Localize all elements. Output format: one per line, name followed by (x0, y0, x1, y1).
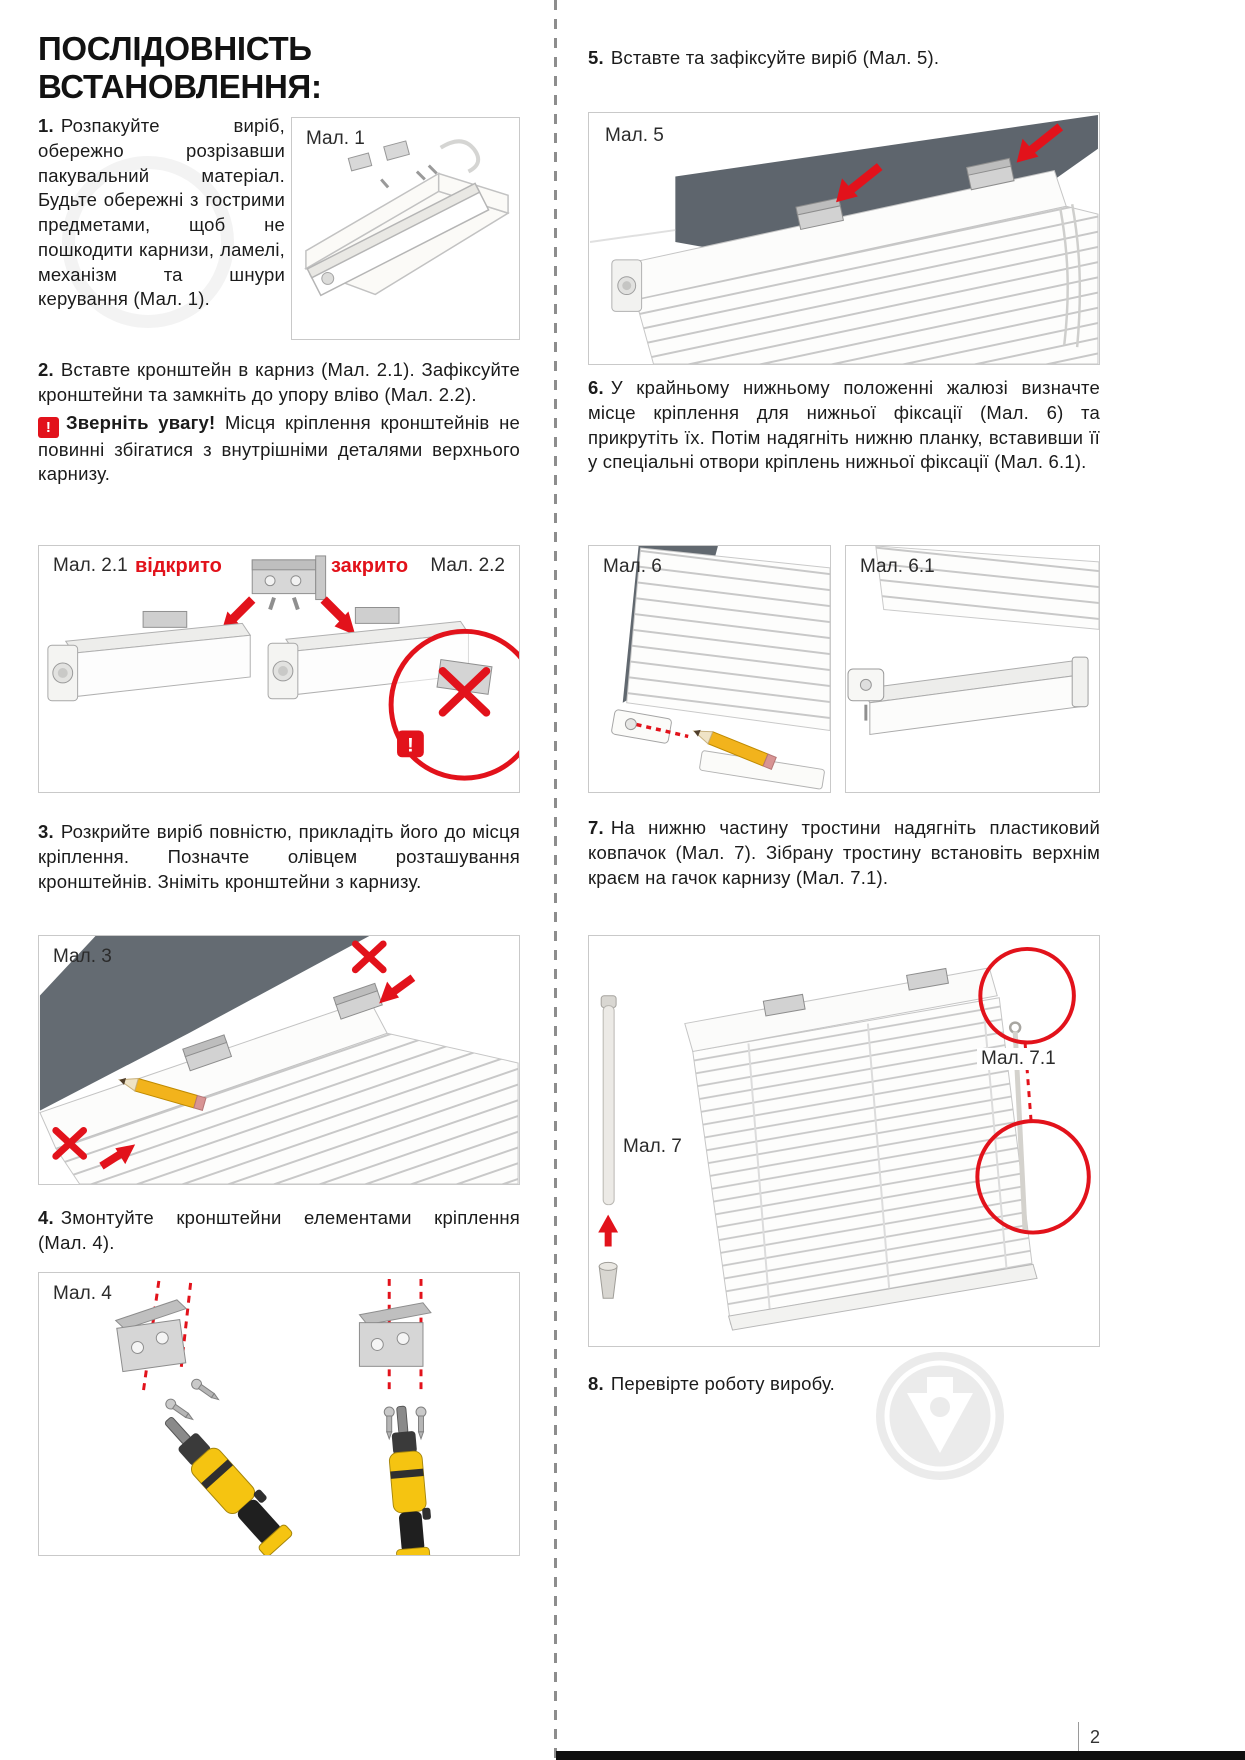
figure-3-label: Мал. 3 (53, 946, 112, 967)
warning-text: Місця кріплення кронштейнів не повинні збігатися з внутрішніми деталями верхнього карнизу. (38, 411, 520, 485)
figure-3-illustration (39, 936, 519, 1184)
bracket-icon (114, 1299, 194, 1372)
figure-5-label: Мал. 5 (605, 125, 664, 146)
figure-1-label: Мал. 1 (306, 128, 365, 149)
step-7-text: На нижню частину тростини надягніть пластиковий ковпачок (Мал. 7). Зібрану тростину встановіть верхнім краєм на гачок карнизу (Мал. 7.1). (588, 817, 1100, 888)
step-6 (588, 376, 1100, 475)
figure-5 (588, 112, 1100, 365)
step-4-text: Змонтуйте кронштейни елементами кріплення (Мал. 4). (38, 1207, 520, 1253)
step-4 (38, 1206, 520, 1256)
bracket-open-icon (252, 556, 325, 610)
column-divider (554, 0, 557, 1760)
drill-icon (154, 1405, 297, 1555)
figure-7 (588, 935, 1100, 1347)
warning-icon: ! (407, 734, 414, 757)
step-2 (38, 358, 520, 487)
step-2-main (38, 358, 520, 408)
bracket-icon (359, 1303, 430, 1367)
step-8-text: Перевірте роботу виробу. (610, 1373, 835, 1394)
step-1 (38, 114, 285, 312)
step-3-number: 3. (38, 821, 54, 842)
figure-6-1 (845, 545, 1100, 793)
figure-1 (291, 117, 520, 340)
figure-7-label: Мал. 7 (623, 1136, 682, 1157)
step-2-text: Вставте кронштейн в карниз (Мал. 2.1). Зафіксуйте кронштейни та замкніть до упору вліво (Мал. 2.2). (38, 359, 520, 405)
closed-label: закрито (331, 555, 409, 577)
figure-1-illustration (292, 118, 519, 339)
step-1-number: 1. (38, 115, 54, 136)
figure-6-illustration (589, 546, 830, 792)
figure-2-illustration (39, 546, 519, 792)
figure-5-illustration (589, 113, 1099, 364)
figure-7-1-label: Мал. 7.1 (977, 1048, 1060, 1070)
step-2-warning (38, 411, 520, 488)
wand-icon (601, 996, 616, 1205)
step-8-number: 8. (588, 1373, 604, 1394)
open-label: відкрито (135, 555, 222, 577)
figure-2-1-label: Мал. 2.1 (53, 555, 128, 576)
fixation-bracket-icon (611, 709, 672, 743)
figure-2-2-label: Мал. 2.2 (430, 555, 505, 576)
step-6-number: 6. (588, 377, 604, 398)
step-4-number: 4. (38, 1207, 54, 1228)
figure-3 (38, 935, 520, 1185)
step-5-text: Вставте та зафіксуйте виріб (Мал. 5). (610, 47, 940, 68)
figure-2 (38, 545, 520, 793)
screw-icon (416, 1407, 426, 1439)
figure-6-1-label: Мал. 6.1 (860, 556, 935, 577)
warning-icon: ! (38, 417, 59, 438)
cap-icon (599, 1262, 617, 1298)
step-1-text: Розпакуйте виріб, обережно розрізавши пакувальний матеріал. Будьте обережні з гострими предметами, щоб не пошкодити карнизи, ламелі, механізм та шнури керування (Мал. 1). (38, 115, 285, 310)
step-6-text: У крайньому нижньому положенні жалюзі визначте місце кріплення для нижньої фіксації (Мал. 6) та прикрутіть їх. Потім надягніть нижню планку, вставивши її у спеціальні отвори кріплень нижньої фіксації (Мал. 6.1). (588, 377, 1100, 473)
step-7 (588, 816, 1100, 890)
page-number: 2 (1078, 1722, 1100, 1752)
figure-4 (38, 1272, 520, 1556)
step-3-text: Розкрийте виріб повністю, прикладіть його до місця кріплення. Позначте олівцем розташування кронштейнів. Зніміть кронштейни з карнизу. (38, 821, 520, 892)
figure-6-1-illustration (846, 546, 1099, 792)
brand-watermark-icon (873, 1349, 1007, 1483)
step-5-number: 5. (588, 47, 604, 68)
bottom-rail (862, 657, 1088, 734)
footer-bar (556, 1751, 1245, 1760)
figure-4-label: Мал. 4 (53, 1283, 112, 1304)
arrow-up-icon (598, 1215, 618, 1247)
figure-6-label: Мал. 6 (603, 556, 662, 577)
figure-6 (588, 545, 831, 793)
step-2-number: 2. (38, 359, 54, 380)
figure-4-illustration (39, 1273, 519, 1555)
step-8 (588, 1372, 1100, 1397)
step-7-number: 7. (588, 817, 604, 838)
step-3 (38, 820, 520, 894)
prohibition-circle-icon (391, 631, 519, 778)
screw-icon (190, 1377, 222, 1403)
step-5 (588, 46, 1100, 71)
warning-title: Зверніть увагу! (66, 411, 216, 433)
page-title: ПОСЛІДОВНІСТЬ ВСТАНОВЛЕННЯ: (38, 30, 322, 105)
cornice-left-icon (48, 611, 250, 700)
